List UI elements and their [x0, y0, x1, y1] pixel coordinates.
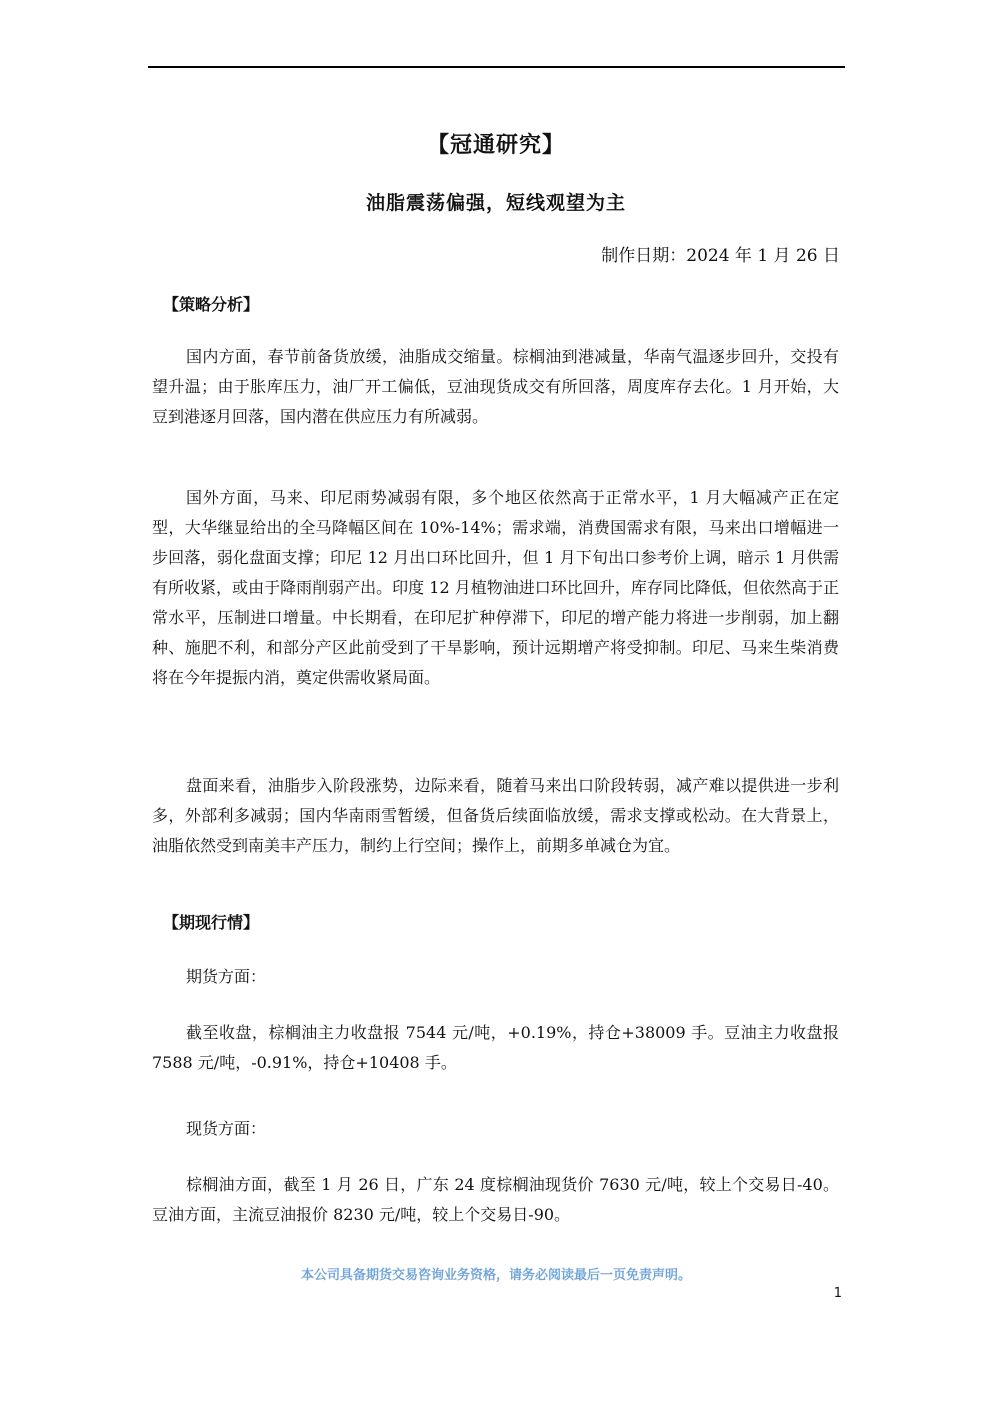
section-heading-strategy: 【策略分析】 [163, 295, 260, 314]
strategy-paragraph-domestic: 国内方面，春节前备货放缓，油脂成交缩量。棕榈油到港减量，华南气温逐步回升，交投有望升温；由于胀库压力，油厂开工偏低，豆油现货成交有所回落，周度库存去化。1 月开始，大豆到港逐月回落，国内潜在供应压力有所减弱。 [152, 347, 839, 426]
futures-label: 期货方面： [186, 967, 267, 986]
page-number: 1 [833, 1286, 842, 1301]
footer-disclaimer: 本公司具备期货交易咨询业务资格，请务必阅读最后一页免责声明。 [300, 1268, 691, 1283]
strategy-paragraph-overseas: 国外方面，马来、印尼雨势减弱有限，多个地区依然高于正常水平，1 月大幅减产正在定型，大华继显给出的全马降幅区间在 10%-14%；需求端，消费国需求有限，马来出口增幅进一步回落，弱化盘面支撑；印尼 12 月出口环比回升，但 1 月下旬出口参考价上调，暗示 1 月供需有所收紧，或由于降雨削弱产出。印度 12 月植物油进口环比回升，库存同比降低，但依然高于正常水平，压制进口增量。中长期看，在印尼扩种停滞下，印尼的增产能力将进一步削弱，加上翻种、施肥不利，和部分产区此前受到了干旱影响，预计远期增产将受抑制。印尼、马来生柴消费将在今年提振内消，奠定供需收紧局面。 [152, 488, 839, 687]
spot-label: 现货方面： [186, 1119, 267, 1138]
header-rule [148, 66, 845, 68]
futures-paragraph: 截至收盘，棕榈油主力收盘报 7544 元/吨，+0.19%，持仓+38009 手。豆油主力收盘报 7588 元/吨，-0.91%，持仓+10408 手。 [152, 1023, 839, 1072]
strategy-paragraph-market: 盘面来看，油脂步入阶段涨势，边际来看，随着马来出口阶段转弱，减产难以提供进一步利多，外部利多减弱；国内华南雨雪暂缓，但备货后续面临放缓，需求支撑或松动。在大背景上，油脂依然受到南美丰产压力，制约上行空间；操作上，前期多单减仓为宜。 [152, 776, 839, 855]
report-headline: 油脂震荡偏强，短线观望为主 [365, 192, 626, 214]
spot-paragraph: 棕榈油方面，截至 1 月 26 日，广东 24 度棕榈油现货价 7630 元/吨，较上个交易日-40。豆油方面，主流豆油报价 8230 元/吨，较上个交易日-90。 [152, 1175, 839, 1224]
section-heading-market: 【期现行情】 [163, 913, 260, 932]
publish-date: 制作日期：2024 年 1 月 26 日 [601, 246, 840, 266]
report-brand-title: 【冠通研究】 [426, 132, 565, 158]
